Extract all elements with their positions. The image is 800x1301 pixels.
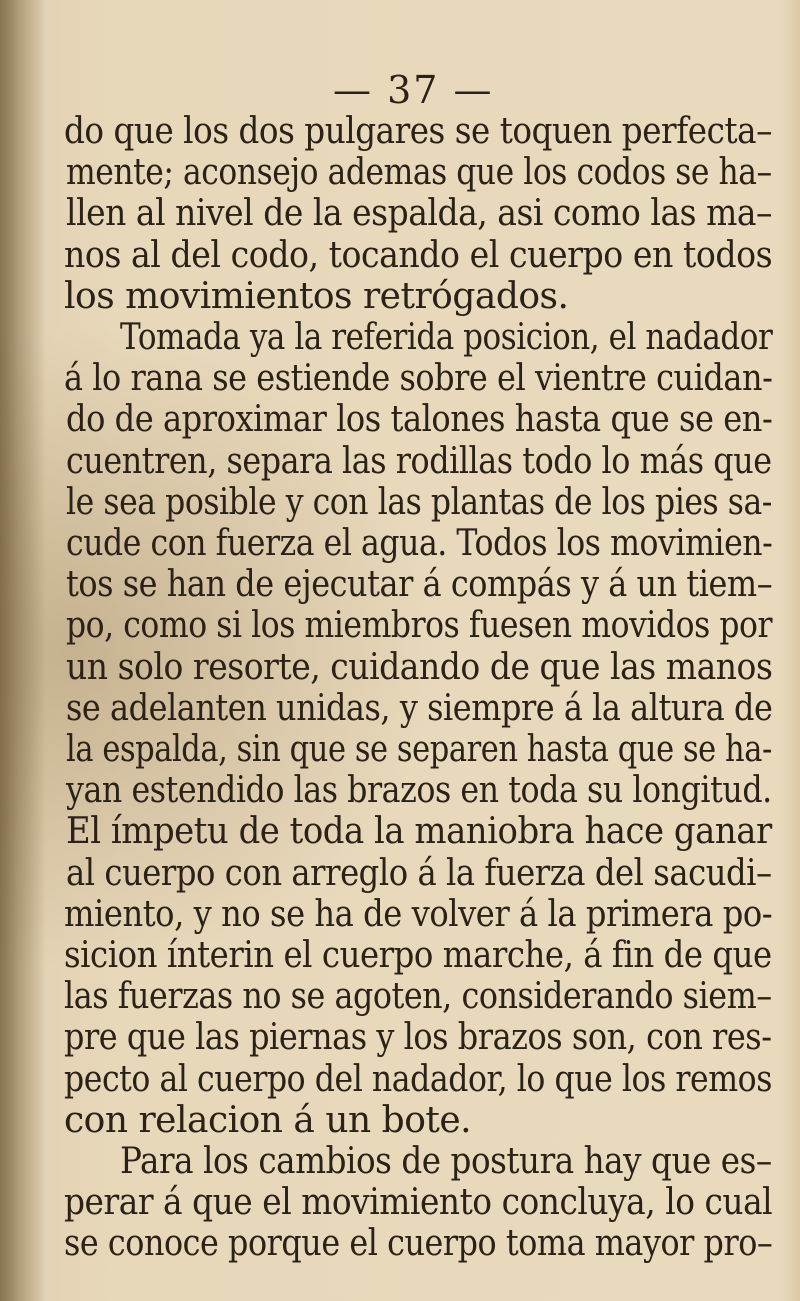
text-line: Para los cambios de postura hay que es– (120, 1141, 772, 1182)
text-line: se adelanten unidas, y siempre á la altura de (66, 688, 773, 729)
text-line: do que los dos pulgares se toquen perfecta– (64, 111, 772, 152)
text-line: llen al nivel de la espalda, asi como las ma– (66, 193, 773, 234)
text-line: con relacion á un bote. (64, 1100, 472, 1141)
text-line: yan estendido las brazos en toda su longitud. (66, 770, 772, 811)
text-line: tos se han de ejecutar á compás y á un tiem– (66, 564, 773, 605)
text-line: nos al del codo, tocando el cuerpo en todos (64, 235, 773, 276)
text-line: las fuerzas no se agoten, considerando siem– (64, 976, 772, 1017)
text-line: al cuerpo con arreglo á la fuerza del sacudi– (66, 853, 772, 894)
text-line: mente; aconsejo ademas que los codos se ha– (66, 152, 772, 193)
text-line: perar á que el movimiento concluya, lo cual (64, 1182, 773, 1223)
text-line: le sea posible y con las plantas de los pies sa- (66, 482, 772, 523)
text-line: Tomada ya la referida posicion, el nadador (120, 317, 773, 358)
text-line: do de aproximar los talones hasta que se en- (66, 399, 773, 440)
text-line: sicion ínterin el cuerpo marche, á fin de que (64, 935, 772, 976)
text-line: El ímpetu de toda la maniobra hace ganar (66, 811, 772, 852)
text-line: á lo rana se estiende sobre el vientre cuidan- (64, 358, 773, 399)
text-line: pre que las piernas y los brazos son, con res- (64, 1017, 772, 1058)
text-line: cuentren, separa las rodillas todo lo más que (66, 441, 772, 482)
text-line: po, como si los miembros fuesen movidos por (66, 605, 773, 646)
text-line: pecto al cuerpo del nadador, lo que los remos (64, 1059, 772, 1100)
text-line: la espalda, sin que se separen hasta que se ha- (66, 729, 772, 770)
text-line: cude con fuerza el agua. Todos los movimien- (66, 523, 773, 564)
text-line: un solo resorte, cuidando de que las manos (66, 647, 773, 688)
text-line: se conoce porque el cuerpo toma mayor pro– (64, 1223, 773, 1264)
text-line: miento, y no se ha de volver á la primera po- (64, 894, 773, 935)
page-number: — 37 — (333, 68, 494, 112)
text-line: los movimientos retrógados. (64, 276, 569, 317)
page-edge-shadow (0, 0, 46, 1301)
